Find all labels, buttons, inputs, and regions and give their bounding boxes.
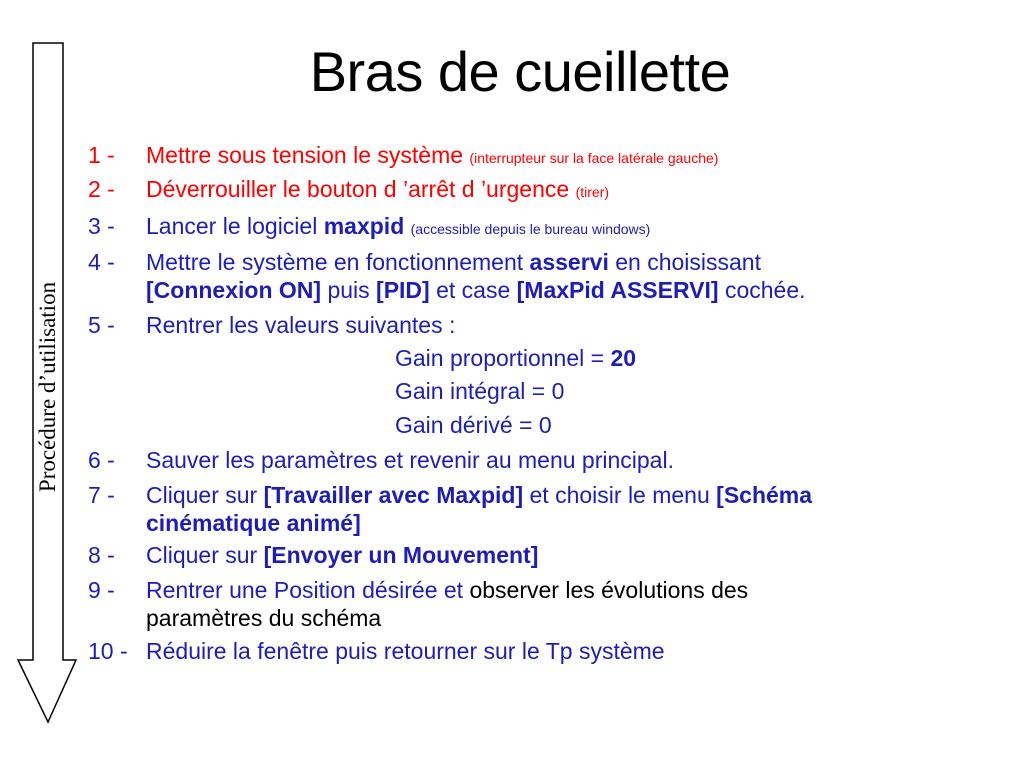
- step-text: Rentrer les valeurs suivantes :: [146, 312, 456, 338]
- step-number: 1 -: [88, 142, 115, 168]
- side-label: Procédure d’utilisation: [35, 281, 60, 493]
- step-number: 4 -: [88, 249, 115, 275]
- gain-value: 20: [610, 345, 637, 371]
- step-note: (interrupteur sur la face latérale gauche): [469, 150, 719, 166]
- step-bold: [Envoyer un Mouvement]: [263, 542, 539, 568]
- step-bold: [PID]: [376, 277, 430, 303]
- step-text: en choisissant: [615, 249, 761, 275]
- step-bold: maxpid: [323, 213, 405, 239]
- step-number: 2 -: [88, 176, 115, 202]
- step-number: 6 -: [88, 447, 115, 473]
- step-number: 7 -: [88, 482, 115, 508]
- step-text: cochée.: [724, 277, 806, 303]
- step-text: puis: [327, 277, 370, 303]
- step-bold: cinématique animé]: [146, 510, 361, 536]
- step-bold: [Travailler avec Maxpid]: [263, 482, 524, 508]
- step-text: observer les évolutions des: [469, 577, 749, 603]
- step-bold: [Schéma: [716, 482, 813, 508]
- step-text: et case: [436, 277, 511, 303]
- step-note: (tirer): [575, 184, 610, 200]
- gain-derive: Gain dérivé = 0: [395, 412, 552, 438]
- step-text: et choisir le menu: [529, 482, 710, 508]
- step-text: Cliquer sur: [146, 542, 258, 568]
- step-text: Sauver les paramètres et revenir au menu principal.: [146, 447, 674, 473]
- step-number: 5 -: [88, 312, 115, 338]
- step-text: Rentrer une Position désirée et: [146, 577, 464, 603]
- gain-integral: Gain intégral = 0: [395, 378, 565, 404]
- gain-label: Gain proportionnel =: [395, 345, 605, 371]
- step-note: (accessible depuis le bureau windows): [410, 221, 651, 237]
- page-title: Bras de cueillette: [309, 40, 731, 103]
- step-number: 9 -: [88, 577, 115, 603]
- step-text: Mettre sous tension le système: [146, 142, 464, 168]
- step-text: Déverrouiller le bouton d ’arrêt d ’urgence: [146, 176, 570, 202]
- step-number: 3 -: [88, 213, 115, 239]
- step-bold: [MaxPid ASSERVI]: [516, 277, 719, 303]
- step-bold: asservi: [529, 249, 609, 275]
- step-bold: [Connexion ON]: [146, 277, 322, 303]
- step-number: 8 -: [88, 542, 115, 568]
- step-text: paramètres du schéma: [146, 605, 382, 631]
- step-text: Réduire la fenêtre puis retourner sur le Tp système: [146, 638, 665, 664]
- step-text: Lancer le logiciel: [146, 213, 318, 239]
- gain-proportionnel: [395, 344, 636, 372]
- step-number: 10 -: [88, 638, 128, 664]
- step-text: Mettre le système en fonctionnement: [146, 249, 524, 275]
- step-text: Cliquer sur: [146, 482, 258, 508]
